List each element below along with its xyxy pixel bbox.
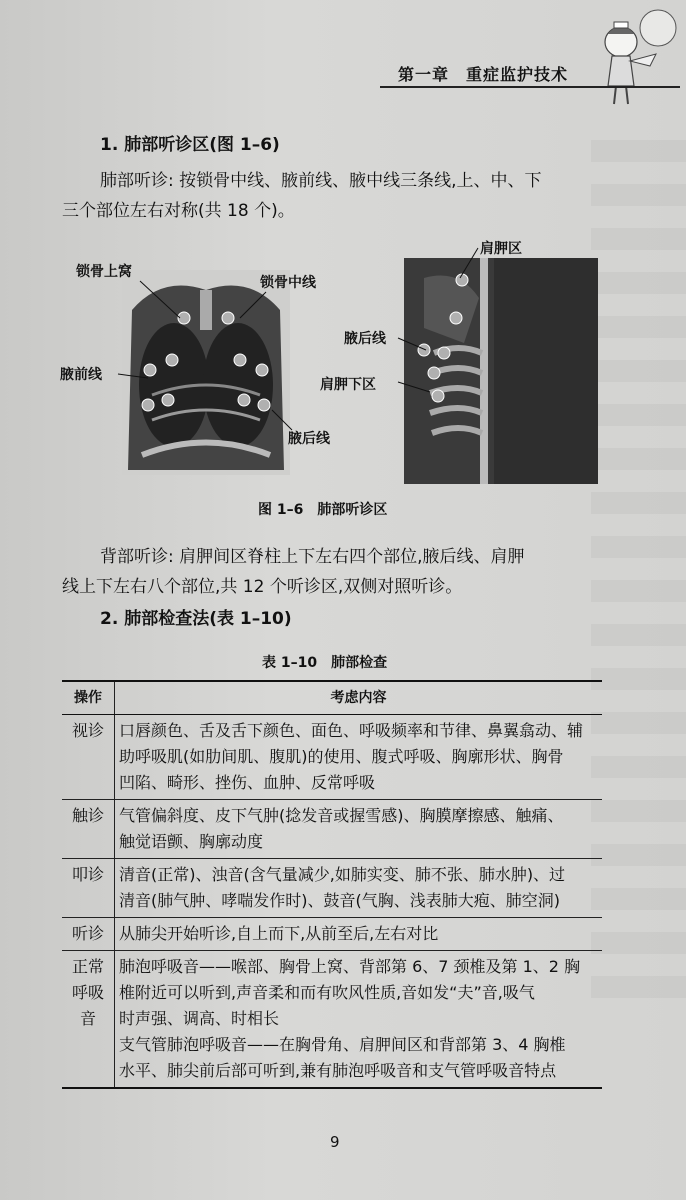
chapter-header: 第一章 重症监护技术 [398,65,569,84]
content-line: 气管偏斜度、皮下气肿(捻发音或握雪感)、胸膜摩擦感、触痛、 [119,806,564,825]
label-midclavicular: 锁骨中线 [260,275,316,291]
table-cell-operation: 触诊 [62,800,115,859]
table-cell-operation: 正常 呼吸 音 [62,951,115,1089]
column-header-content: 考虑内容 [115,681,603,715]
table-cell-content [115,951,603,1089]
content-line: 肺泡呼吸音——喉部、胸骨上窝、背部第 6、7 颈椎及第 1、2 胸 [119,957,581,976]
content-line: 支气管肺泡呼吸音——在胸骨角、肩胛间区和背部第 3、4 胸椎 [119,1035,566,1054]
table-caption: 表 1–10 肺部检查 [262,655,388,671]
table-row [62,918,602,951]
content-line: 清音(肺气肿、哮喘发作时)、鼓音(气胸、浅表肺大疱、肺空洞) [119,891,560,910]
content-line: 口唇颜色、舌及舌下颜色、面色、呼吸频率和节律、鼻翼翕动、辅 [119,721,584,740]
page-number: 9 [330,1133,340,1151]
content-line: 清音(正常)、浊音(含气量减少,如肺实变、肺不张、肺水肿)、过 [119,865,566,884]
content-line: 水平、肺尖前后部可听到,兼有肺泡呼吸音和支气管呼吸音特点 [119,1061,557,1080]
label-posterior-axillary-front: 腋后线 [288,431,330,447]
figure-caption: 图 1–6 肺部听诊区 [258,502,388,518]
paragraph-line: 线上下左右八个部位,共 12 个听诊区,双侧对照听诊。 [62,577,463,597]
table-row [62,951,602,1089]
lung-exam-table [62,680,602,1089]
table-cell-content [115,800,603,859]
content-line: 时声强、调高、时相长 [119,1009,280,1028]
table-cell-operation: 叩诊 [62,859,115,918]
label-supraclavicular: 锁骨上窝 [76,264,132,280]
table-row [62,800,602,859]
content-line: 触觉语颤、胸廓动度 [119,832,264,851]
table-header-row [62,681,602,715]
table-cell-content [115,715,603,800]
content-line: 从肺尖开始听诊,自上而下,从前至后,左右对比 [119,924,439,943]
label-scapular-region: 肩胛区 [480,241,522,257]
label-anterior-axillary: 腋前线 [60,367,102,383]
label-infrascapular: 肩胛下区 [320,377,376,393]
paragraph-line: 背部听诊: 肩胛间区脊柱上下左右四个部位,腋后线、肩胛 [100,547,525,567]
paragraph-line: 肺部听诊: 按锁骨中线、腋前线、腋中线三条线,上、中、下 [100,171,542,191]
table-cell-content [115,918,603,951]
label-posterior-axillary-back: 腋后线 [344,331,386,347]
table-cell-operation: 视诊 [62,715,115,800]
content-line: 凹陷、畸形、挫伤、血肿、反常呼吸 [119,773,376,792]
section-heading-auscultation: 1. 肺部听诊区(图 1–6) [100,135,280,155]
table-cell-content [115,859,603,918]
section-heading-exam: 2. 肺部检查法(表 1–10) [100,609,292,629]
table-cell-operation: 听诊 [62,918,115,951]
content-line: 助呼吸肌(如肋间肌、腹肌)的使用、腹式呼吸、胸廓形状、胸骨 [119,747,564,766]
column-header-operation: 操作 [62,681,115,715]
content-line: 椎附近可以听到,声音柔和而有吹风性质,音如发“夫”音,吸气 [119,983,535,1002]
table-row [62,715,602,800]
paragraph-line: 三个部位左右对称(共 18 个)。 [62,201,295,221]
figure-leader-lines [0,0,686,520]
table-row [62,859,602,918]
